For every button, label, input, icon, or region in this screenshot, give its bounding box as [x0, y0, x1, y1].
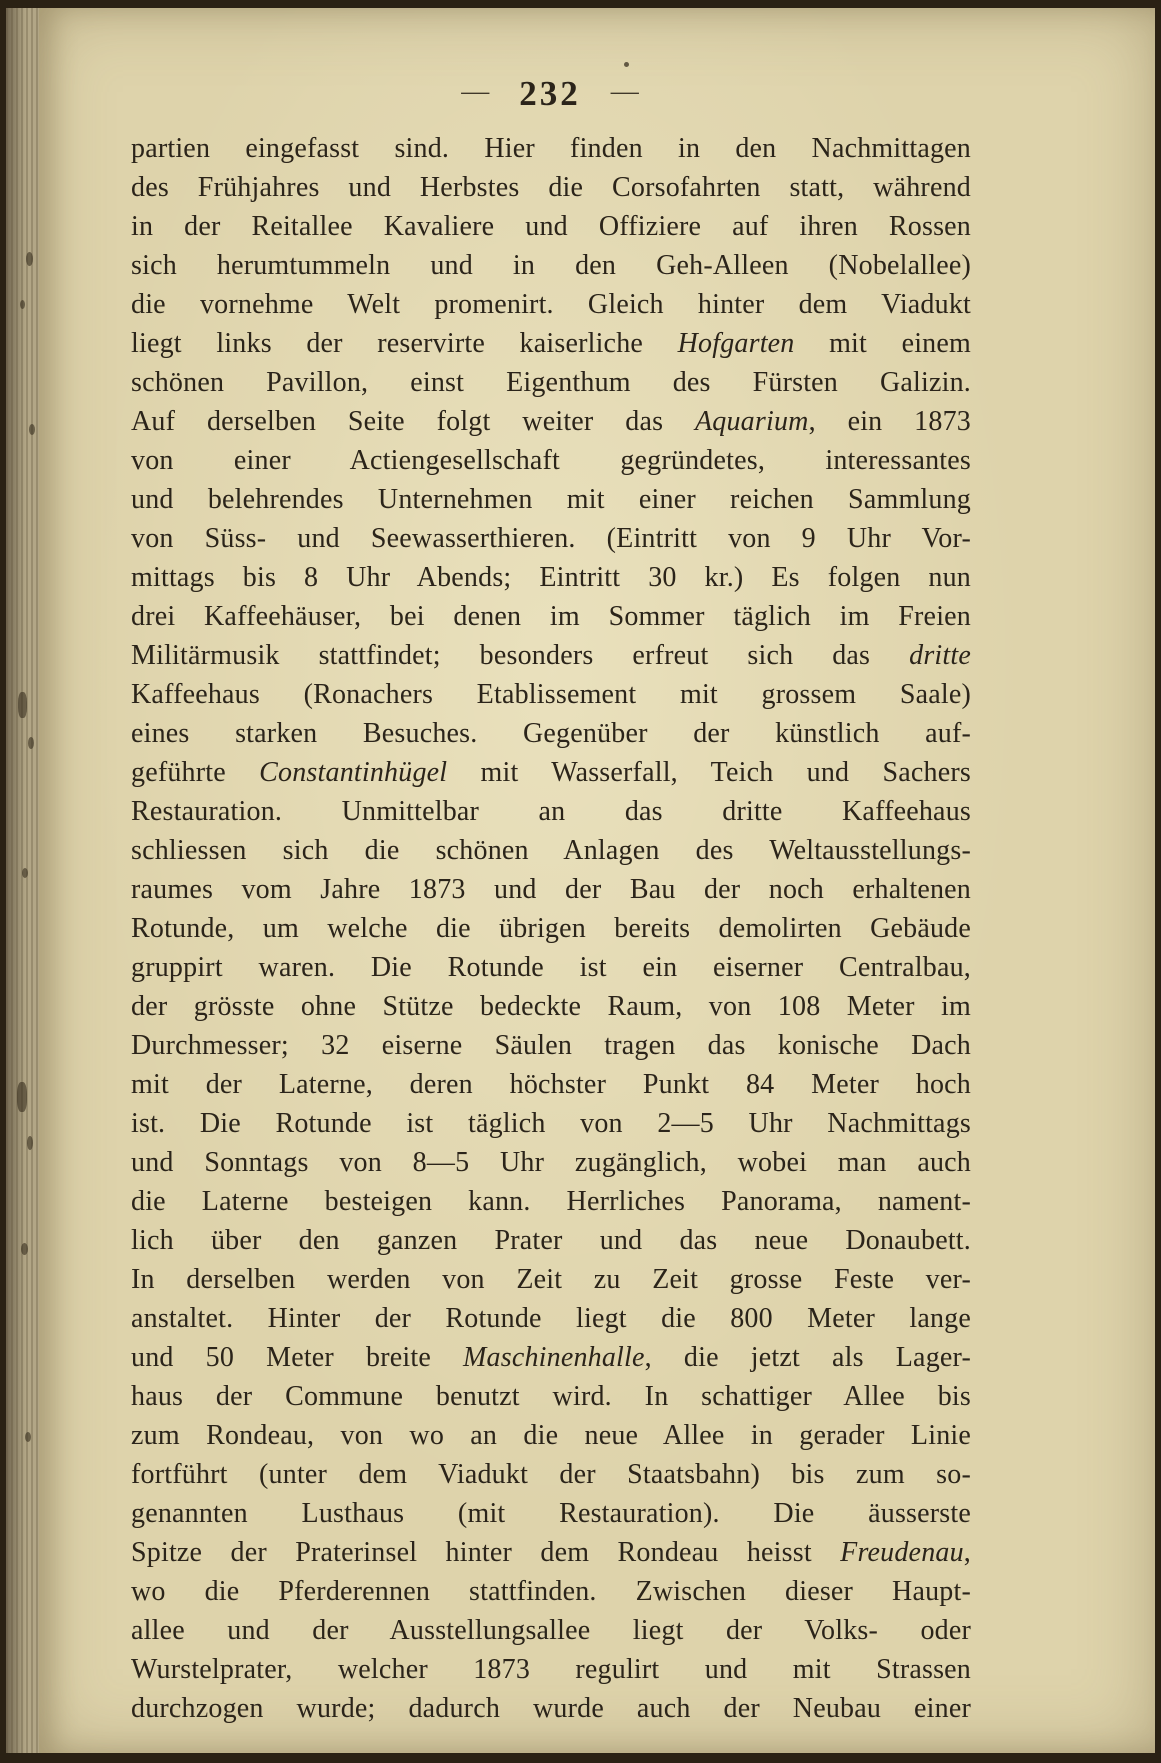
text-line — [131, 1260, 971, 1299]
text-line — [131, 363, 971, 402]
page-number: 232 — [519, 74, 581, 113]
text-line — [131, 1377, 971, 1416]
text-segment: durchzogen wurde; dadurch wurde auch der Neubau einer — [131, 1693, 971, 1724]
text-segment: Rotunde, um welche die übrigen bereits demolirten Gebäude — [131, 913, 971, 944]
text-segment: raumes vom Jahre 1873 und der Bau der noch erhaltenen — [131, 874, 971, 905]
text-segment: , ein 1873 — [808, 406, 971, 437]
text-segment: geführte — [131, 757, 260, 788]
text-line — [131, 870, 971, 909]
text-segment: schönen Pavillon, einst Eigenthum des Fürsten Galizin. — [131, 367, 971, 398]
text-segment: des Frühjahres und Herbstes die Corsofahrten statt, während — [131, 172, 971, 203]
book-spine-edge — [6, 8, 39, 1753]
text-segment-italic: Maschinenhalle — [463, 1342, 645, 1373]
text-segment: ist. Die Rotunde ist täglich von 2—5 Uhr Nachmittags — [131, 1108, 971, 1139]
text-line — [131, 831, 971, 870]
header-dash-left: — — [461, 76, 490, 107]
text-segment-italic: dritte — [909, 640, 971, 671]
pencil-mark — [1105, 1447, 1143, 1540]
text-line — [131, 480, 971, 519]
text-segment: Auf derselben Seite folgt weiter das — [131, 406, 695, 437]
text-segment-italic: Aquarium — [694, 406, 809, 437]
text-segment: eines starken Besuches. Gegenüber der künstlich auf- — [131, 718, 971, 749]
paper-speck — [17, 1082, 27, 1112]
text-segment: lich über den ganzen Prater und das neue Donaubett. — [131, 1225, 971, 1256]
text-segment: haus der Commune benutzt wird. In schattiger Allee bis — [131, 1381, 971, 1412]
text-line — [131, 441, 971, 480]
text-line — [131, 324, 971, 363]
text-line — [131, 1416, 971, 1455]
text-segment: gruppirt waren. Die Rotunde ist ein eiserner Centralbau, — [131, 952, 971, 983]
ink-dot — [624, 62, 629, 67]
text-line — [131, 1026, 971, 1065]
header-dash-right: — — [610, 76, 639, 107]
text-segment: Restauration. Unmittelbar an das dritte Kaffeehaus — [131, 796, 971, 827]
text-segment: mittags bis 8 Uhr Abends; Eintritt 30 kr.) Es folgen nun — [131, 562, 971, 593]
paper-speck — [27, 1136, 33, 1150]
text-line — [131, 1221, 971, 1260]
text-line — [131, 1338, 971, 1377]
text-segment: Wurstelprater, welcher 1873 regulirt und mit Strassen — [131, 1654, 971, 1685]
text-segment-italic: Freudenau — [840, 1537, 964, 1568]
text-line — [131, 1143, 971, 1182]
text-segment: die vornehme Welt promenirt. Gleich hinter dem Viadukt — [131, 289, 971, 320]
text-segment: In derselben werden von Zeit zu Zeit grosse Feste ver- — [131, 1264, 971, 1295]
paper-speck — [29, 424, 35, 435]
text-line — [131, 558, 971, 597]
text-line — [131, 207, 971, 246]
text-segment: in der Reitallee Kavaliere und Offiziere auf ihren Rossen — [131, 211, 971, 242]
text-segment: von einer Actiengesellschaft gegründetes, interessantes — [131, 445, 971, 476]
text-line — [131, 1650, 971, 1689]
text-line — [131, 909, 971, 948]
text-segment: , — [963, 1537, 971, 1568]
text-segment: partien eingefasst sind. Hier finden in den Nachmittagen — [131, 133, 971, 164]
text-line — [131, 597, 971, 636]
text-segment-italic: Hofgarten — [677, 328, 795, 359]
text-segment: anstaltet. Hinter der Rotunde liegt die 800 Meter lange — [131, 1303, 971, 1334]
text-segment: und belehrendes Unternehmen mit einer reichen Sammlung — [131, 484, 971, 515]
paper-speck — [21, 1243, 28, 1255]
text-line — [131, 129, 971, 168]
paper-speck — [28, 737, 34, 749]
text-segment: , die jetzt als Lager- — [644, 1342, 972, 1373]
text-line — [131, 948, 971, 987]
text-segment: mit einem — [794, 328, 971, 359]
text-line — [131, 675, 971, 714]
text-segment: der grösste ohne Stütze bedeckte Raum, von 108 Meter im — [131, 991, 971, 1022]
text-line — [131, 1455, 971, 1494]
page-header — [131, 74, 969, 114]
text-line — [131, 1572, 971, 1611]
text-line — [131, 987, 971, 1026]
text-line — [131, 753, 971, 792]
text-segment: von Süss- und Seewasserthieren. (Eintritt von 9 Uhr Vor- — [131, 523, 971, 554]
text-line — [131, 792, 971, 831]
text-line — [131, 402, 971, 441]
paper-speck — [26, 252, 33, 266]
text-line — [131, 168, 971, 207]
text-segment: mit der Laterne, deren höchster Punkt 84 Meter hoch — [131, 1069, 971, 1100]
paper-speck — [22, 868, 28, 878]
body-text — [131, 129, 971, 1728]
text-line — [131, 519, 971, 558]
text-line — [131, 1104, 971, 1143]
text-segment: genannten Lusthaus (mit Restauration). Die äusserste — [131, 1498, 971, 1529]
text-line — [131, 636, 971, 675]
text-segment: schliessen sich die schönen Anlagen des Weltausstellungs- — [131, 835, 971, 866]
paper-speck — [18, 692, 27, 718]
text-line — [131, 246, 971, 285]
text-line — [131, 1689, 971, 1728]
text-segment: Militärmusik stattfindet; besonders erfreut sich das — [131, 640, 910, 671]
text-segment: fortführt (unter dem Viadukt der Staatsbahn) bis zum so- — [131, 1459, 971, 1490]
text-line — [131, 1494, 971, 1533]
text-segment: allee und der Ausstellungsallee liegt der Volks- oder — [131, 1615, 971, 1646]
text-segment: wo die Pferderennen stattfinden. Zwischen dieser Haupt- — [131, 1576, 971, 1607]
text-segment: Durchmesser; 32 eiserne Säulen tragen das konische Dach — [131, 1030, 971, 1061]
text-line — [131, 1065, 971, 1104]
text-segment-italic: Constantinhügel — [259, 757, 448, 788]
text-line — [131, 1611, 971, 1650]
text-line — [131, 1182, 971, 1221]
text-segment: Kaffeehaus (Ronachers Etablissement mit grossem Saale) — [131, 679, 971, 710]
text-segment: die Laterne besteigen kann. Herrliches Panorama, nament- — [131, 1186, 971, 1217]
text-line — [131, 1533, 971, 1572]
text-line — [131, 714, 971, 753]
text-line — [131, 1299, 971, 1338]
text-segment: mit Wasserfall, Teich und Sachers — [447, 757, 971, 788]
paper-speck — [25, 1432, 31, 1442]
text-segment: Spitze der Praterinsel hinter dem Rondeau heisst — [131, 1537, 841, 1568]
text-segment: zum Rondeau, von wo an die neue Allee in gerader Linie — [131, 1420, 971, 1451]
text-line — [131, 285, 971, 324]
paper-speck — [20, 300, 25, 309]
book-page — [39, 8, 1155, 1753]
text-segment: und Sonntags von 8—5 Uhr zugänglich, wobei man auch — [131, 1147, 971, 1178]
text-segment: sich herumtummeln und in den Geh-Alleen (Nobelallee) — [131, 250, 971, 281]
text-segment: und 50 Meter breite — [131, 1342, 463, 1373]
text-segment: drei Kaffeehäuser, bei denen im Sommer täglich im Freien — [131, 601, 971, 632]
text-segment: liegt links der reservirte kaiserliche — [131, 328, 678, 359]
